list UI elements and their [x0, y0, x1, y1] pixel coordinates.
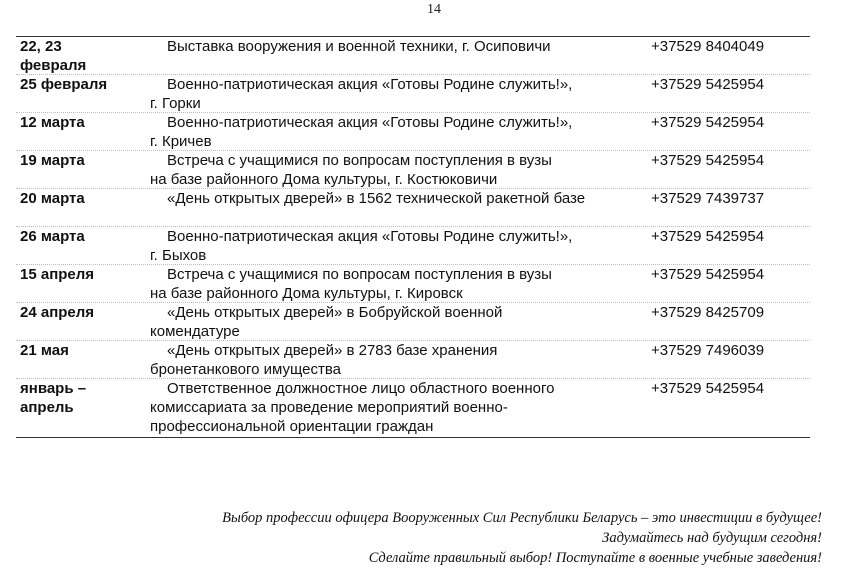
slogan-line: Задумайтесь над будущим сегодня! [602, 530, 822, 546]
event-phone: +37529 5425954 [651, 76, 765, 93]
description-line: на базе районного Дома культуры, г. Кировск [150, 285, 463, 302]
event-description [150, 303, 640, 341]
footer-slogan [222, 508, 822, 568]
event-description [150, 75, 640, 113]
event-description [150, 379, 640, 436]
event-description [150, 341, 640, 379]
event-date [20, 265, 146, 284]
description-line: Ответственное должностное лицо областного военного [167, 380, 555, 397]
table-row [16, 37, 810, 75]
table-row [16, 151, 810, 189]
event-phone: +37529 7439737 [651, 190, 765, 207]
event-phone: +37529 5425954 [651, 266, 765, 283]
event-phone: +37529 5425954 [651, 380, 765, 397]
description-line: «День открытых дверей» в 2783 базе хранения [167, 342, 498, 359]
table-row [16, 189, 810, 227]
event-date [20, 189, 146, 208]
date-line: январь – [20, 380, 87, 397]
description-line: «День открытых дверей» в Бобруйской военной [167, 304, 503, 321]
event-date [20, 341, 146, 360]
date-line: февраля [20, 57, 87, 74]
events-table [16, 36, 810, 438]
table-row [16, 303, 810, 341]
description-line: «День открытых дверей» в 1562 технической ракетной базе [167, 190, 586, 207]
slogan-line: Сделайте правильный выбор! Поступайте в военные учебные заведения! [368, 550, 822, 566]
event-date [20, 113, 146, 132]
table-row [16, 341, 810, 379]
description-line: г. Кричев [150, 133, 212, 150]
event-description [150, 265, 640, 303]
description-line: профессиональной ориентации граждан [150, 418, 434, 435]
description-line: комиссариата за проведение мероприятий военно- [150, 399, 508, 416]
event-description [150, 151, 640, 189]
event-description [150, 113, 640, 151]
table-row [16, 75, 810, 113]
event-phone: +37529 5425954 [651, 152, 765, 169]
event-description [150, 227, 640, 265]
event-date [20, 227, 146, 246]
event-date [20, 151, 146, 170]
table-row [16, 113, 810, 151]
table-row [16, 265, 810, 303]
description-line: Встреча с учащимися по вопросам поступления в вузы [167, 152, 552, 169]
description-line: Выставка вооружения и военной техники, г. Осиповичи [167, 38, 551, 55]
event-date [20, 303, 146, 322]
table-row [16, 227, 810, 265]
description-line: г. Быхов [150, 247, 207, 264]
description-line: Встреча с учащимися по вопросам поступления в вузы [167, 266, 552, 283]
date-line: 26 марта [20, 228, 85, 245]
date-line: 12 марта [20, 114, 85, 131]
event-phone: +37529 5425954 [651, 114, 765, 131]
event-phone: +37529 7496039 [651, 342, 765, 359]
slogan-line: Выбор профессии офицера Вооруженных Сил Республики Беларусь – это инвестиции в будущее! [222, 510, 822, 526]
event-phone: +37529 8425709 [651, 304, 765, 321]
page-number: 14 [427, 2, 441, 17]
event-phone: +37529 8404049 [651, 38, 765, 55]
date-line: 15 апреля [20, 266, 95, 283]
description-line: Военно-патриотическая акция «Готовы Родине служить!», [167, 114, 573, 131]
description-line: Военно-патриотическая акция «Готовы Родине служить!», [167, 76, 573, 93]
description-line: бронетанкового имущества [150, 361, 341, 378]
description-line: комендатуре [150, 323, 240, 340]
event-date [20, 37, 146, 75]
table-row [16, 379, 810, 437]
description-line: Военно-патриотическая акция «Готовы Родине служить!», [167, 228, 573, 245]
event-date [20, 75, 146, 94]
event-description [150, 189, 640, 208]
description-line: г. Горки [150, 95, 201, 112]
description-line: на базе районного Дома культуры, г. Костюковичи [150, 171, 498, 188]
event-phone: +37529 5425954 [651, 228, 765, 245]
date-line: 22, 23 [20, 38, 62, 55]
date-line: 24 апреля [20, 304, 95, 321]
date-line: 21 мая [20, 342, 69, 359]
event-description [150, 37, 640, 56]
event-date [20, 379, 146, 417]
date-line: апрель [20, 399, 74, 416]
date-line: 25 февраля [20, 76, 108, 93]
date-line: 20 марта [20, 190, 85, 207]
date-line: 19 марта [20, 152, 85, 169]
